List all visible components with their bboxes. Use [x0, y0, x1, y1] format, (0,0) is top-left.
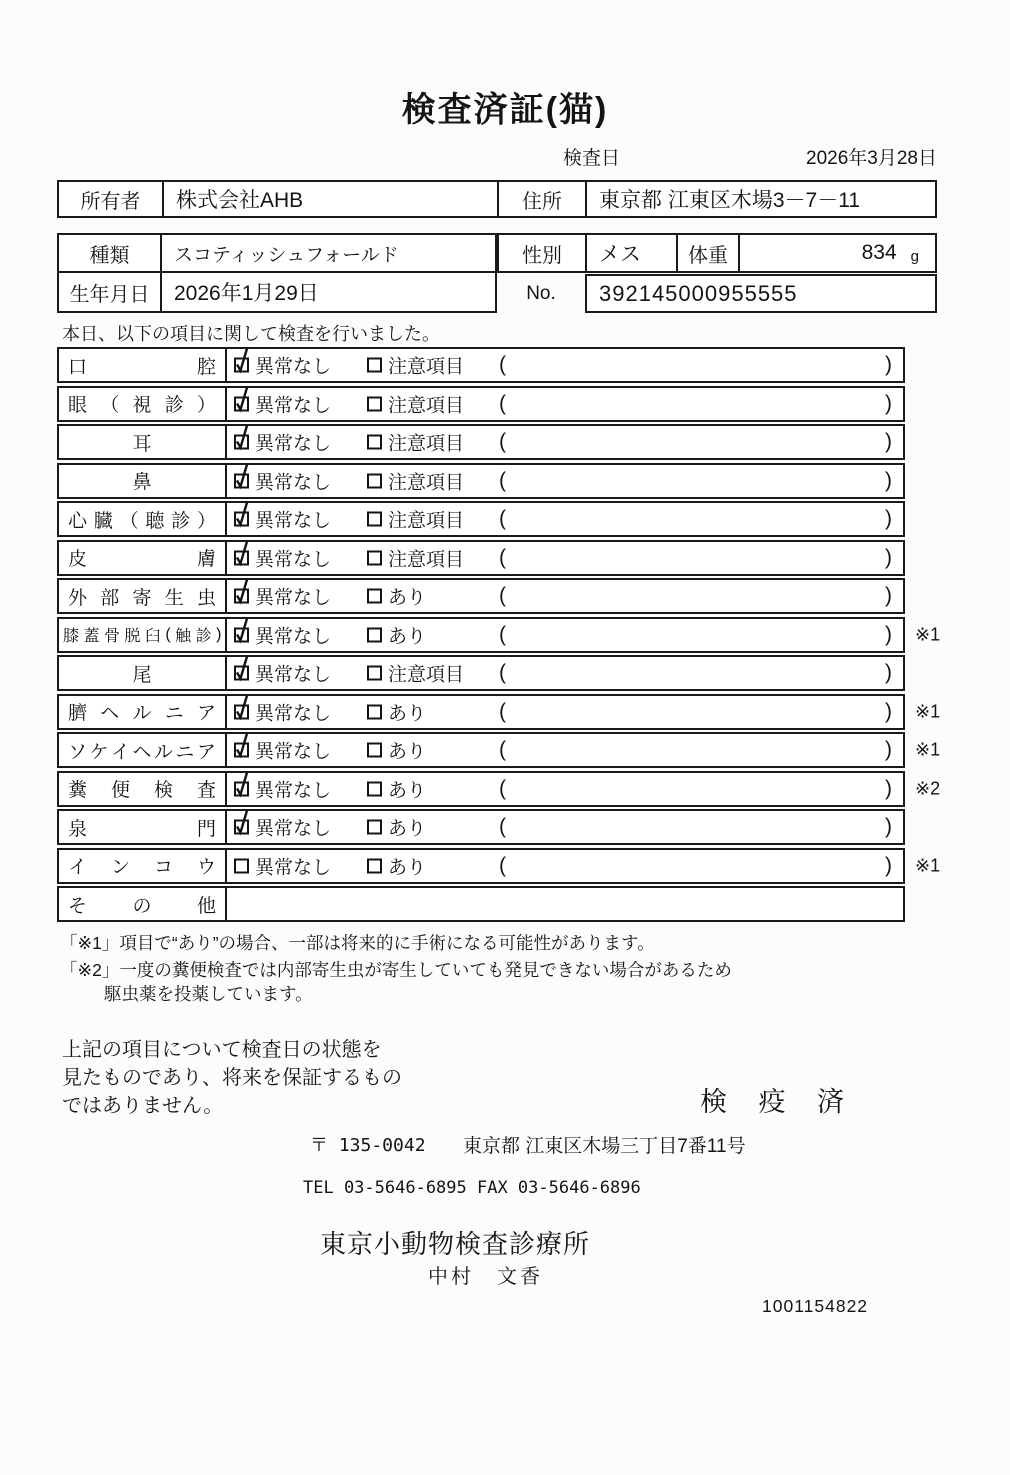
paren-open: ( — [499, 584, 506, 607]
alt-checkbox-group — [367, 352, 464, 379]
paren-close: ) — [885, 738, 892, 761]
checked-checkbox — [234, 435, 249, 450]
footnote-ref: ※1 — [915, 701, 941, 721]
item-label: 眼 （ 視 診 ） — [59, 388, 227, 420]
clinic-name: 東京小動物検査診療所 — [320, 1229, 591, 1259]
checkbox-label: 異常なし — [255, 549, 332, 570]
paren-open: ( — [499, 391, 506, 415]
disclaimer-line2: 見たものであり、将来を保証するもの — [62, 1067, 402, 1089]
checked-checkbox — [234, 396, 249, 411]
no-abnormality-checkbox-group — [234, 660, 331, 687]
alt-checkbox-group — [367, 852, 426, 879]
no-label: No. — [526, 283, 556, 304]
tel-fax: TEL 03-5646-6895 FAX 03-5646-6896 — [303, 1178, 641, 1198]
unchecked-checkbox — [367, 358, 382, 373]
unchecked-checkbox — [367, 704, 382, 719]
checked-checkbox — [234, 627, 249, 642]
owner-value: 株式会社AHB — [162, 182, 497, 216]
disclaimer-line1: 上記の項目について検査日の状態を — [62, 1039, 382, 1061]
no-abnormality-checkbox-group — [234, 429, 331, 456]
item-label: イ ン コ ウ — [59, 850, 227, 882]
table-row — [57, 347, 905, 383]
checkbox-label: 注意項目 — [388, 549, 465, 570]
paren-close: ) — [885, 661, 892, 684]
checkbox-label: 異常なし — [255, 857, 332, 878]
item-label: 耳 — [59, 426, 227, 458]
checkbox-label: 異常なし — [255, 510, 332, 532]
checked-checkbox — [234, 704, 249, 719]
table-row — [57, 732, 941, 768]
checkmark-icon — [233, 807, 251, 837]
no-abnormality-checkbox-group — [234, 852, 331, 879]
no-value: 392145000955555 — [599, 280, 798, 306]
paren-close: ) — [885, 853, 892, 877]
footnote-ref: ※1 — [915, 624, 941, 644]
no-abnormality-checkbox-group — [234, 583, 331, 610]
no-abnormality-checkbox-group — [234, 544, 331, 571]
unchecked-checkbox — [367, 627, 382, 642]
address-label: 住所 — [497, 182, 585, 216]
unchecked-checkbox — [367, 820, 382, 835]
paren-open: ( — [499, 776, 506, 800]
weight-value: 834 — [861, 241, 897, 264]
checkmark-icon — [233, 499, 251, 529]
alt-checkbox-group — [367, 390, 464, 417]
checkbox-label: 異常なし — [255, 664, 332, 686]
unchecked-checkbox — [367, 435, 382, 450]
no-abnormality-checkbox-group — [234, 506, 331, 533]
checked-checkbox — [234, 781, 249, 796]
paren-open: ( — [499, 353, 506, 376]
alt-checkbox-group — [367, 814, 426, 841]
table-row — [57, 655, 905, 691]
checkbox-label: 注意項目 — [388, 433, 465, 455]
no-abnormality-checkbox-group — [234, 814, 331, 841]
type-row — [59, 235, 495, 273]
document-title: 検査済証(猫) — [401, 91, 609, 129]
paren-open: ( — [499, 853, 506, 877]
checkmark-icon — [233, 537, 251, 567]
paren-open: ( — [499, 815, 506, 838]
paren-open: ( — [499, 468, 506, 492]
item-label: 尾 — [59, 657, 227, 689]
checkbox-label: 異常なし — [255, 356, 332, 378]
paren-close: ) — [885, 699, 892, 723]
table-row — [57, 694, 941, 730]
checkmark-icon — [233, 653, 251, 683]
alt-checkbox-group — [367, 583, 426, 610]
unchecked-checkbox — [367, 743, 382, 758]
item-label: 皮 膚 — [59, 542, 227, 574]
checkbox-label: 注意項目 — [388, 472, 465, 493]
footnote-2-line2: 駆虫薬を投薬しています。 — [104, 984, 313, 1004]
item-label: ソ ケ イ ヘ ル ニ ア — [59, 734, 227, 766]
checked-checkbox — [234, 666, 249, 681]
checkbox-label: 異常なし — [255, 703, 332, 724]
table-row — [57, 501, 905, 537]
no-abnormality-checkbox-group — [234, 467, 331, 494]
item-label: 膝 蓋 骨 脱 臼 ( 触 診 ) — [59, 619, 227, 651]
checkmark-icon — [233, 730, 251, 760]
alt-checkbox-group — [367, 698, 426, 725]
item-label: 糞 便 検 査 — [59, 773, 227, 805]
paren-open: ( — [499, 507, 506, 530]
checked-checkbox — [234, 820, 249, 835]
checkmark-icon — [233, 768, 251, 798]
checked-checkbox — [234, 743, 249, 758]
weight-cell — [738, 235, 935, 271]
checkbox-label: 異常なし — [255, 780, 332, 801]
table-row — [57, 463, 905, 499]
weight-label: 体重 — [676, 235, 738, 271]
no-abnormality-checkbox-group — [234, 775, 331, 802]
checkbox-label: あり — [388, 857, 427, 878]
checked-checkbox — [234, 512, 249, 527]
checkbox-label: 注意項目 — [388, 510, 465, 532]
item-label: そ の 他 — [59, 888, 227, 920]
paren-close: ) — [885, 507, 892, 530]
alt-checkbox-group — [367, 621, 426, 648]
clinic-address: 東京都 江東区木場三丁目7番11号 — [463, 1136, 746, 1157]
owner-label: 所有者 — [80, 190, 141, 213]
table-row — [57, 886, 905, 922]
paren-close: ) — [885, 622, 892, 646]
checkbox-label: あり — [388, 703, 427, 724]
address-value: 東京都 江東区木場3－7－11 — [585, 182, 935, 216]
alt-checkbox-group — [367, 467, 464, 494]
unchecked-checkbox — [367, 473, 382, 488]
no-abnormality-checkbox-group — [234, 352, 331, 379]
checkbox-label: 注意項目 — [388, 664, 465, 686]
inspection-table — [57, 347, 941, 925]
examiner-name: 中村 文香 — [428, 1266, 543, 1288]
table-row — [57, 578, 905, 614]
unchecked-checkbox — [367, 589, 382, 604]
alt-checkbox-group — [367, 544, 464, 571]
sex-weight-row — [497, 233, 937, 273]
checked-checkbox — [234, 589, 249, 604]
checkbox-label: あり — [388, 626, 427, 647]
paren-close: ) — [885, 430, 892, 453]
type-label: 種類 — [59, 235, 162, 271]
paren-open: ( — [499, 622, 506, 646]
checkbox-label: あり — [388, 741, 427, 763]
statement-text: 本日、以下の項目に関して検査を行いました。 — [62, 324, 440, 344]
table-row — [57, 848, 941, 884]
checkmark-icon — [233, 345, 251, 375]
checkbox-label: 異常なし — [255, 433, 332, 455]
disclaimer-text — [62, 1036, 402, 1120]
exam-date-value: 2026年3月28日 — [806, 148, 937, 169]
checkbox-label: 注意項目 — [388, 356, 465, 378]
alt-checkbox-group — [367, 737, 426, 764]
exam-date-label: 検査日 — [563, 148, 621, 169]
item-label: 外 部 寄 生 虫 — [59, 580, 227, 612]
checkbox-label: 異常なし — [255, 395, 332, 416]
paren-open: ( — [499, 661, 506, 684]
owner-row — [57, 180, 937, 218]
checked-checkbox — [234, 358, 249, 373]
checked-checkbox — [234, 473, 249, 488]
birth-label: 生年月日 — [59, 273, 162, 311]
serial-number: 1001154822 — [762, 1296, 869, 1316]
unchecked-checkbox — [234, 858, 249, 873]
birth-value: 2026年1月29日 — [174, 282, 319, 305]
paren-close: ) — [885, 353, 892, 376]
table-row — [57, 771, 941, 807]
paren-close: ) — [885, 815, 892, 838]
checkmark-icon — [233, 576, 251, 606]
sex-value: メス — [585, 235, 676, 271]
paren-close: ) — [885, 584, 892, 607]
footnote-ref: ※2 — [915, 778, 941, 798]
checkbox-label: あり — [388, 587, 427, 609]
checkbox-label: 異常なし — [255, 626, 332, 647]
no-abnormality-checkbox-group — [234, 737, 331, 764]
checkbox-label: 異常なし — [255, 741, 332, 763]
checkbox-label: 注意項目 — [388, 395, 465, 416]
table-row — [57, 424, 905, 460]
item-label: 臍 ヘ ル ニ ア — [59, 696, 227, 728]
item-label: 泉 門 — [59, 811, 227, 843]
disclaimer-line3: ではありません。 — [62, 1095, 224, 1117]
checkbox-label: あり — [388, 818, 427, 840]
footnote-ref: ※1 — [915, 739, 941, 760]
no-abnormality-checkbox-group — [234, 698, 331, 725]
checkmark-icon — [233, 383, 251, 413]
checkbox-label: あり — [388, 780, 427, 801]
paren-open: ( — [499, 699, 506, 723]
table-row — [57, 386, 905, 422]
paren-close: ) — [885, 776, 892, 800]
checkmark-icon — [233, 691, 251, 721]
paren-open: ( — [499, 545, 506, 569]
unchecked-checkbox — [367, 550, 382, 565]
item-label: 心 臓 （ 聴 診 ） — [59, 503, 227, 535]
no-value-box — [585, 274, 937, 313]
checkmark-icon — [233, 422, 251, 452]
paren-close: ) — [885, 545, 892, 569]
footnote-2-line1: 「※2」一度の糞便検査では内部寄生虫が寄生していても発見できない場合があるため — [60, 960, 732, 980]
alt-checkbox-group — [367, 429, 464, 456]
paren-close: ) — [885, 468, 892, 492]
alt-checkbox-group — [367, 660, 464, 687]
item-label: 口 腔 — [59, 349, 227, 381]
table-row — [57, 809, 905, 845]
unchecked-checkbox — [367, 781, 382, 796]
alt-checkbox-group — [367, 506, 464, 533]
table-row — [57, 540, 905, 576]
footnote-1: 「※1」項目で“あり”の場合、一部は将来的に手術になる可能性があります。 — [60, 933, 655, 953]
unchecked-checkbox — [367, 858, 382, 873]
postal-code: 〒 135-0042 — [310, 1135, 426, 1156]
item-label: 鼻 — [59, 465, 227, 497]
no-abnormality-checkbox-group — [234, 390, 331, 417]
unchecked-checkbox — [367, 666, 382, 681]
unchecked-checkbox — [367, 396, 382, 411]
paren-open: ( — [499, 738, 506, 761]
quarantine-stamp: 検 疫 済 — [700, 1087, 857, 1117]
weight-unit: g — [910, 247, 919, 265]
alt-checkbox-group — [367, 775, 426, 802]
type-value: スコティッシュフォールド — [174, 244, 399, 266]
unchecked-checkbox — [367, 512, 382, 527]
checked-checkbox — [234, 550, 249, 565]
checkbox-label: 異常なし — [255, 818, 332, 840]
checkmark-icon — [233, 460, 251, 490]
checkmark-icon — [233, 614, 251, 644]
footnote-ref: ※1 — [915, 855, 941, 875]
paren-close: ) — [885, 391, 892, 415]
sex-label: 性別 — [522, 244, 562, 267]
paren-open: ( — [499, 430, 506, 453]
no-abnormality-checkbox-group — [234, 621, 331, 648]
birth-row — [59, 273, 495, 311]
pet-info-table — [57, 233, 497, 313]
checkbox-label: 異常なし — [255, 587, 332, 609]
table-row — [57, 617, 941, 653]
checkbox-label: 異常なし — [255, 472, 332, 493]
